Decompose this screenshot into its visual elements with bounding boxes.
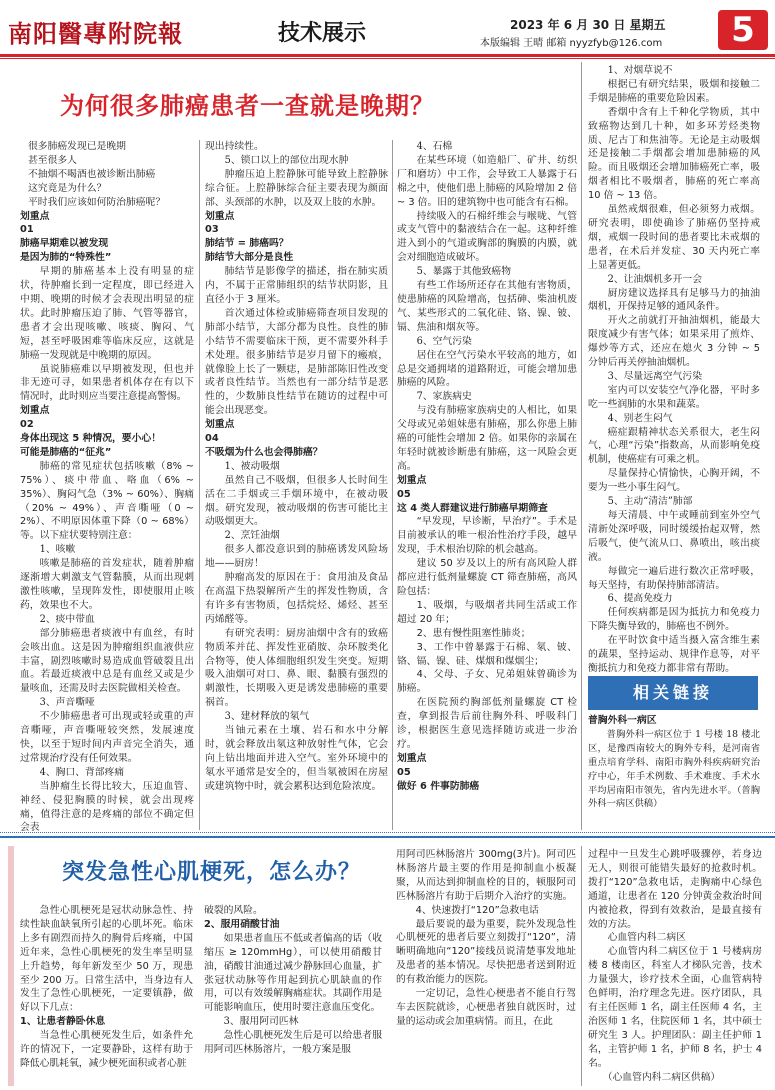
paragraph: 在医院预约胸部低剂量螺旋 CT 检查，拿到报告后前往胸外科、呼吸科门诊，根据医生意见选择随访或进一步治疗。 (397, 697, 577, 750)
column-divider (581, 62, 582, 830)
paragraph: 居住在空气污染水平较高的地方，如总是交通拥堵的道路附近，可能会增加患肺癌的风险。 (397, 349, 577, 389)
paragraph: 很多人都没意识到的肺癌诱发风险场地——厨房！ (205, 544, 388, 570)
header-rule-thin (0, 58, 775, 59)
paragraph: 肿瘤压迫上腔静脉可能导致上腔静脉综合征。上腔静脉综合征主要表现为颜面部、头颈部的水肿，以及双上肢的水肿。 (205, 168, 388, 208)
paragraph: 首次通过体检或肺癌筛查项目发现的肺部小结节，大部分都为良性。良性的肺小结节不需要临床干预，更不需要外科手术处理。很多肺结节是岁月留下的瘢痕，就像脸上长了一颗痣，是肺部陈旧性改变或者良性结节。当然也有一部分结节是恶性的，少数肺良性结节在随访的过程中可能会出现恶变。 (205, 307, 388, 417)
related-title: 普胸外科一病区 (588, 715, 657, 726)
paragraph: 虽说肺癌难以早期被发现，但也并非无迹可寻，如果患者机体存在有以下情况时，此时则应当要注意提高警惕。 (20, 363, 194, 403)
paragraph: 很多肺癌发现已是晚期 (28, 141, 126, 152)
paragraph: 急性心肌梗死是冠状动脉急性、持续性缺血缺氧所引起的心肌坏死。临床上多有剧烈而持久的胸骨后疼痛，中国近年来，急性心肌梗死的发生率呈明显上升趋势，每年新发至少 50 万，现患至少 200 万。日常生活中，当身边有人发生了急性心肌梗死，一定要镇静，做好以下几点： (20, 905, 193, 1014)
paragraph: 有些工作场所还存在其他有害物质，使患肺癌的风险增高，包括砷、柴油机废气、某些形式的二氧化硅、铬、镍、铍、镉、焦油和烟灰等。 (397, 280, 577, 333)
paragraph: 与没有肺癌家族病史的人相比，如果父母或兄弟姐妹患有肺癌，那么你患上肺癌的可能性会增加 2 倍。如果你的亲属在年轻时就被诊断患有肺癌，这一风险会更高。 (397, 405, 577, 472)
subheading: 肺结节大部分是良性 (205, 252, 294, 264)
subheading: 划重点 (20, 210, 50, 222)
paragraph: 肺癌的常见症状包括咳嗽（8% ~ 75%）、痰中带血、咯血（6% ~ 35%）、胸闷气急（3% ~ 60%）、胸痛（20% ~ 49%）、声音嘶哑（0 ~ 2%）、不明原因体重下降（0 ~ 68%）等。以下症状要特别注意： (20, 460, 194, 542)
list-heading: 4、别老生闷气 (607, 412, 673, 424)
list-heading: 1、对烟草说不 (607, 65, 673, 76)
paragraph: 现出持续性。 (205, 141, 264, 152)
paragraph: 虽然自己不吸烟，但很多人长时间生活在二手烟或三手烟环境中，在被动吸烟。研究发现，被动吸烟的伤害可能比主动吸烟更大。 (205, 474, 388, 528)
paragraph: 癌症跟精神状态关系很大，老生闷气，心理“污染”指数高，从而影响免疫机制，使癌症有可乘之机。 (588, 426, 760, 466)
editor-line: 本版编辑 王晴 邮箱 nyyzfyb@126.com (480, 38, 663, 49)
paragraph: 用阿司匹林肠溶片 300mg(3片)。阿司匹林肠溶片最主要的作用是抑制血小板凝聚，从而达到抑制血栓的目的，顿服阿司匹林肠溶片有助于后期介入治疗的实施。 (396, 849, 576, 902)
list-heading: 2、让油烟机多开一会 (607, 273, 702, 285)
list-heading: 7、家族病史 (416, 391, 472, 403)
paragraph: 根据已有研究结果，吸烟和接触二手烟是肺癌的重要危险因素。 (588, 78, 760, 104)
paragraph: 香烟中含有上千种化学物质，其中致癌物达到几十种，如多环芳烃类物质、尼古丁和焦油等。无论是主动吸烟还是接触二手烟都会增加患肺癌的风险。而且吸烟还会增加肺癌死亡率，吸烟者相比不吸烟者，肺癌的死亡率高 10 倍 ~ 13 倍。 (588, 106, 760, 202)
paragraph: 4、父母、子女、兄弟姐妹曾确诊为肺癌。 (397, 669, 577, 695)
paragraph: 平时我们应该如何防治肺癌呢？ (28, 196, 166, 208)
list-heading: 5、主动“清洁”肺部 (607, 496, 693, 508)
paragraph: 过程中一旦发生心跳呼吸骤停，若身边无人，则很可能错失最好的抢救时机。拨打“120”急救电话，走胸痛中心绿色通道，让患者在 120 分钟黄金救治时间内被抢救，得到有效救治，是最直接有效的方法。 (588, 849, 762, 930)
paragraph: 开火之前就打开抽油烟机，能最大限度减少有害气体；如果采用了煎炸、爆炒等方式，还应在熄火 3 分钟 ~ 5 分钟后再关停抽油烟机。 (588, 315, 760, 369)
list-heading: 4、胸口、背部疼痛 (39, 766, 125, 778)
subheading: 可能是肺癌的“征兆” (20, 446, 112, 458)
paragraph: 4、快速拨打“120”急救电话 (415, 904, 539, 916)
subheading: 03 (205, 224, 219, 236)
paragraph: 肺结节是影像学的描述，指在肺实质内，不属于正常肺组织的结节状阴影，且直径小于 3 厘米。 (205, 266, 388, 305)
paragraph: 如果患者血压不低或者偏高的话（收缩压 ≥ 120mmHg），可以使用硝酸甘油，硝酸甘油通过减少静脉回心血量，扩张冠状动脉等作用起到抗心肌缺血的作用，可以有效缓解胸痛症状。其副作用是可能影响血压，使用时要注意血压变化。 (204, 932, 382, 1014)
article-column-3 (397, 140, 577, 835)
column-divider (392, 140, 393, 830)
related-text: 普胸外科一病区位于 1 号楼 18 楼北区，是豫西南较大的胸外专科，是河南省重点培育学科、南阳市胸外科疾病研究治疗中心，年手术例数、手术难度、手术水平均居南阳市领先，省内先进水平。（普胸外科一病区供稿） (588, 728, 760, 810)
article-title-2: 突发急性心肌梗死，怎么办？ (62, 860, 362, 885)
paragraph: 不抽烟不喝酒也被诊断出肺癌 (28, 168, 156, 180)
subheading: 肺癌早期难以被发现 (20, 238, 109, 250)
subheading: 划重点 (397, 752, 427, 764)
paragraph: 甚至很多人 (28, 154, 77, 166)
paragraph: 当肿瘤生长得比较大，压迫血管、神经、侵犯胸膜的时候，就会出现疼痛，值得注意的是疼痛的部位不确定但会表 (20, 780, 194, 834)
subheading: 是因为肺的“特殊性” (20, 252, 112, 264)
page-number: 5 (718, 10, 768, 50)
paragraph: 部分肺癌患者痰液中有血丝，有时会咳出血。这是因为肿瘤组织血液供应丰富，剧烈咳嗽时易造成血管破裂且出血。若最近痰液中总是有血丝又或是少量咳血，还需及时去医院做相关检查。 (20, 627, 194, 695)
paragraph: 破裂的风险。 (204, 905, 263, 916)
subheading: 划重点 (205, 419, 235, 431)
list-heading: 2、烹饪油烟 (224, 530, 280, 542)
subheading: 做好 6 件事防肺癌 (397, 780, 480, 792)
list-heading: 5、锁口以上的部位出现水肿 (224, 154, 349, 166)
paragraph: 心血管内科二病区位于 1 号楼病房楼 8 楼南区，科室人才梯队完善，技术力量强大，诊疗技术全面，心血管病特色鲜明，治疗理念先进。医疗团队，具有主任医师 1 名，副主任医师 4 名，主治医师 1 名，住院医师 1 名，其中硕士研究生 3 人。护理团队：副主任护师 1 名，主管护师 1 名，护师 8 名，护士 4 名。 (588, 946, 762, 1069)
paragraph: 当铀元素在土壤、岩石和水中分解时，就会释放出氡这种放射性气体，它会向上钻出地面并进入空气。室外环境中的氡水平通常是安全的，但当氡被困在房屋或建筑物中时，就会累积达到危险浓度。 (205, 725, 388, 792)
list-heading: 6、提高免疫力 (607, 593, 673, 605)
subheading: 划重点 (397, 474, 427, 486)
subheading: 01 (20, 224, 34, 236)
paragraph: 2、患有慢性阻塞性肺炎； (416, 627, 531, 639)
article2-column-4 (588, 848, 762, 1086)
header-rule (0, 54, 775, 57)
subheading: 2、服用硝酸甘油 (204, 918, 280, 930)
list-heading: 4、石棉 (416, 141, 453, 152)
subheading: 划重点 (205, 210, 235, 222)
paragraph: 尽量保持心情愉快，心胸开阔，不要为一些小事生闷气。 (588, 468, 760, 494)
paragraph: 每做完一遍后进行数次正常呼吸，每天坚持，有助保持肺部清洁。 (588, 565, 760, 591)
paragraph: 持续吸入的石棉纤维会与喉咙、气管或支气管中的黏液结合在一起。这种纤维进入到小的气道或胸部的胸膜的内膜，就会对细胞造成破坏。 (397, 210, 577, 264)
paragraph: 一定切记，急性心梗患者不能自行驾车去医院就诊，心梗患者独自就医时，过量的运动或会加重病情。而且，在此 (396, 988, 576, 1027)
paragraph: 心血管内科二病区 (607, 932, 686, 944)
subheading: 05 (397, 766, 411, 778)
section-title: 技术展示 (278, 21, 367, 46)
list-heading: 3、尽量远离空气污染 (607, 370, 702, 382)
list-heading: 5、暴露于其他致癌物 (416, 266, 511, 278)
decorative-bar (8, 846, 14, 1086)
subheading: 划重点 (20, 405, 50, 417)
paragraph: 有研究表明：厨房油烟中含有的致癌物质苯并芘、挥发性亚硝胺、杂环胺类化合物等，使人体细胞组织发生突变。短期吸入油烟可对口、鼻、眼、黏膜有强烈的刺激性，长期吸入更是诱发患肺癌的重要祸首。 (205, 627, 388, 709)
list-heading: 3、服用阿司匹林 (223, 1016, 299, 1028)
paragraph: 在平时饮食中适当摄入富含维生素的蔬果，坚持运动、规律作息等，对平衡抵抗力和免疫力都非常有帮助。 (588, 635, 760, 674)
article-column-1 (20, 140, 194, 835)
paragraph: （心血管内科二病区供稿） (588, 1071, 721, 1083)
article2-column-3 (396, 848, 576, 1086)
paragraph: 最后要说的最为重要，院外发现急性心肌梗死的患者后要立刻拨打“120”，清晰明确地向“120”接线员说清楚事发地址及患者的基本情况。尽快把患者送到附近的有救治能力的医院。 (396, 918, 576, 986)
paragraph: 建议 50 岁及以上的所有高风险人群都应进行低剂量螺旋 CT 筛查肺癌，高风险包括： (397, 558, 577, 597)
paragraph: 急性心肌梗死发生后是可以给患者服用阿司匹林肠溶片，一般方案是服 (204, 1030, 382, 1056)
section-divider (0, 836, 775, 838)
subheading: 肺结节 = 肺癌吗？ (205, 238, 289, 250)
paragraph: 不少肺癌患者可出现或轻或重的声音嘶哑，声音嘶哑较突然，发展速度快，以至于短时间内声音完全消失，通过常规治疗没有任何效果。 (20, 711, 194, 764)
paragraph: 3、工作中曾暴露于石棉、氡、铍、铬、镉、镍、硅、煤烟和煤烟尘； (397, 641, 577, 667)
list-heading: 2、痰中带血 (39, 613, 95, 625)
paragraph: 1、吸烟，与吸烟者共同生活或工作超过 20 年； (397, 599, 577, 625)
paragraph: 咳嗽是肺癌的首发症状，随着肿瘤逐渐增大刺激支气管黏膜，从而出现刺激性咳嗽，呈现阵发性，即使服用止咳药，效果也不大。 (20, 558, 194, 611)
newspaper-masthead: 南阳醫專附院報 (8, 19, 183, 48)
section-divider-dots (0, 832, 775, 833)
subheading: 这 4 类人群建议进行肺癌早期筛查 (397, 502, 548, 514)
paragraph: 室内可以安装空气净化器，平时多吃一些润肺的水果和蔬菜。 (588, 384, 760, 410)
article-column-4 (588, 64, 760, 674)
paragraph: 这究竟是为什么？ (28, 182, 107, 194)
paragraph: 当急性心肌梗死发生后，如条件允许的情况下，一定要静卧，这样有助于降低心肌耗氧，减少梗死面积或者心脏 (20, 1030, 193, 1069)
article2-column-1 (20, 904, 193, 1086)
article-title: 为何很多肺癌患者一查就是晚期？ (60, 92, 435, 120)
related-link-banner: 相关链接 (588, 676, 758, 710)
paragraph: 厨房建议选择具有足够马力的抽油烟机，开保持足够的通风条件。 (588, 287, 760, 313)
paragraph: “早发现，早诊断，早治疗”。手术是目前被承认的唯一根治性治疗手段，越早发现，手术根治切除的机会越高。 (397, 516, 577, 556)
paragraph: 在某些环境（如造船厂、矿井、纺织厂和磨坊）中工作，会导致工人暴露于石棉之中，使他们患上肺癌的风险增加 2 倍 ~ 3 倍。旧的建筑物中也可能含有石棉。 (397, 154, 577, 208)
list-heading: 3、声音嘶哑 (39, 697, 95, 709)
list-heading: 3、建材释放的氡气 (224, 711, 310, 723)
article-column-2 (205, 140, 388, 835)
paragraph: 任何疾病都是因为抵抗力和免疫力下降失衡导致的，肺癌也不例外。 (588, 607, 760, 633)
article2-column-2 (204, 904, 382, 1086)
list-heading: 1、被动吸烟 (224, 460, 280, 472)
subheading: 05 (397, 488, 411, 500)
subheading: 不吸烟为什么也会得肺癌？ (205, 446, 323, 458)
paragraph: 虽然戒烟很难，但必须努力戒烟。研究表明，即使确诊了肺癌仍坚持戒烟，戒烟一段时间的患者要比未戒烟的患者，在术后并发症、30 天内死亡率上显著更低。 (588, 204, 760, 271)
issue-date: 2023 年 6 月 30 日 星期五 (510, 18, 666, 32)
column-divider (581, 846, 582, 1086)
subheading: 身体出现这 5 种情况，要小心！ (20, 433, 161, 445)
paragraph: 肿瘤高发的原因在于：食用油及食品在高温下热裂解所产生的挥发性物质，含有许多有害物质，包括烷烃、烯烃、甚至丙烯醛等。 (205, 572, 388, 625)
subheading: 04 (205, 433, 219, 445)
subheading: 02 (20, 419, 34, 431)
subheading: 1、让患者静卧休息 (20, 1016, 106, 1028)
paragraph: 每天清晨、中午或睡前到室外空气清新处深呼吸，同时缓缓抬起双臂，然后吸气，使气流从口、鼻喷出，咳出痰液。 (588, 510, 760, 563)
related-department (588, 714, 760, 834)
list-heading: 6、空气污染 (416, 335, 472, 347)
list-heading: 1、咳嗽 (39, 544, 76, 556)
column-divider (199, 140, 200, 830)
paragraph: 早期的肺癌基本上没有明显的症状，待肿瘤长到一定程度，即已经进入中期、晚期的时候才会表现出明显的症状。此时肿瘤压迫了肺、气管等器官，患者才会出现咳嗽、咳痰、胸闷、气短，甚至呼吸困难等临床反应，这就是肺癌一发现就是中晚期的原因。 (20, 266, 194, 361)
